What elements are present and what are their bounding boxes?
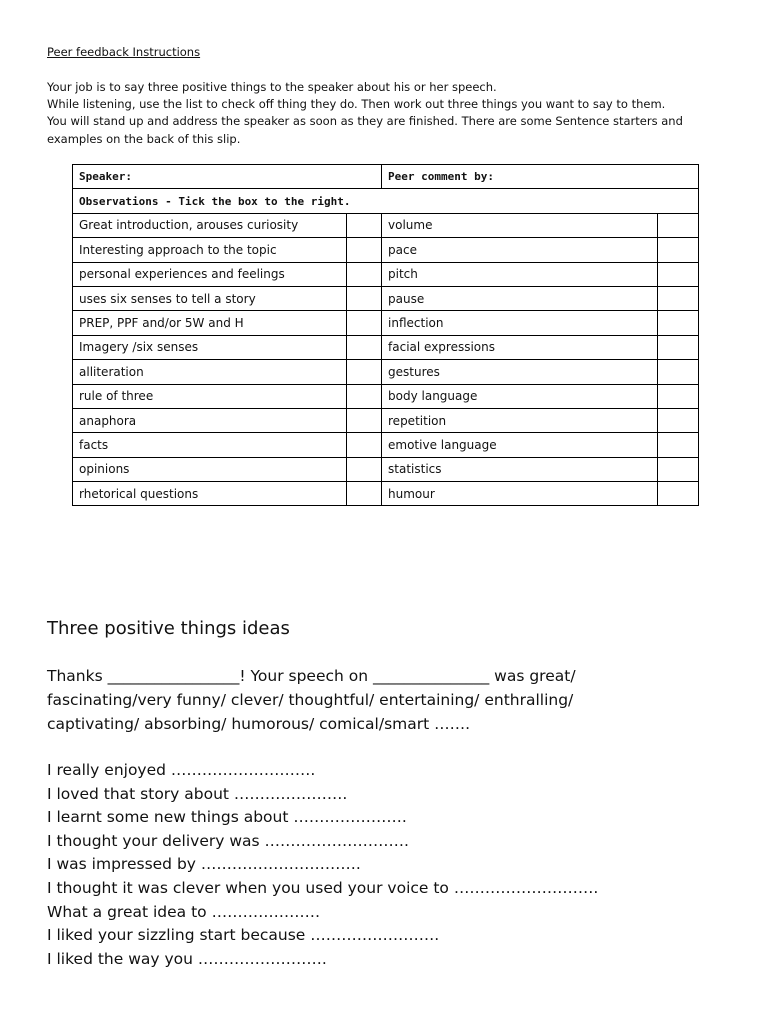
instructions (47, 79, 727, 148)
tick-box[interactable] (347, 238, 382, 262)
tick-box[interactable] (658, 482, 699, 506)
delivery-item: emotive language (382, 433, 658, 457)
tick-box[interactable] (658, 286, 699, 310)
observation-item: uses six senses to tell a story (73, 286, 347, 310)
table-row (73, 286, 699, 310)
observation-item: rule of three (73, 384, 347, 408)
instruction-line: You will stand up and address the speaker as soon as they are finished. There are some Sentence starters and examples on the back of this slip. (47, 114, 683, 146)
tick-box[interactable] (658, 408, 699, 432)
instruction-line: Your job is to say three positive things to the speaker about his or her speech. (47, 80, 497, 94)
tick-box[interactable] (347, 482, 382, 506)
observation-table (72, 164, 699, 506)
tick-box[interactable] (658, 384, 699, 408)
observation-item: Imagery /six senses (73, 335, 347, 359)
observations-row (73, 189, 699, 213)
table-row (73, 482, 699, 506)
tick-box[interactable] (347, 335, 382, 359)
table-row (73, 213, 699, 237)
delivery-item: pause (382, 286, 658, 310)
tick-box[interactable] (347, 457, 382, 481)
delivery-item: body language (382, 384, 658, 408)
delivery-item: gestures (382, 360, 658, 384)
tick-box[interactable] (658, 360, 699, 384)
tick-box[interactable] (347, 311, 382, 335)
table-row (73, 433, 699, 457)
tick-box[interactable] (658, 433, 699, 457)
table-row (73, 238, 699, 262)
tick-box[interactable] (347, 408, 382, 432)
delivery-item: repetition (382, 408, 658, 432)
observation-item: Great introduction, arouses curiosity (73, 213, 347, 237)
thanks-line: captivating/ absorbing/ humorous/ comical/smart ……. (47, 715, 471, 733)
table-row (73, 311, 699, 335)
tick-box[interactable] (658, 262, 699, 286)
tick-box[interactable] (658, 238, 699, 262)
starter-line: I thought it was clever when you used your voice to ………………………. (47, 878, 599, 897)
starter-line: I was impressed by …………………………. (47, 855, 361, 874)
page-title: Peer feedback Instructions (47, 45, 201, 59)
table-row (73, 360, 699, 384)
delivery-item: inflection (382, 311, 658, 335)
delivery-item: volume (382, 213, 658, 237)
observation-item: PREP, PPF and/or 5W and H (73, 311, 347, 335)
tick-box[interactable] (658, 457, 699, 481)
tick-box[interactable] (347, 433, 382, 457)
observation-item: opinions (73, 457, 347, 481)
table-row (73, 262, 699, 286)
observation-item: anaphora (73, 408, 347, 432)
delivery-item: statistics (382, 457, 658, 481)
instruction-line: While listening, use the list to check off thing they do. Then work out three things you want to say to them. (47, 97, 666, 112)
tick-box[interactable] (347, 384, 382, 408)
starter-line: I learnt some new things about …………………. (47, 808, 407, 827)
delivery-item: pitch (382, 262, 658, 286)
tick-box[interactable] (347, 360, 382, 384)
thanks-paragraph (47, 664, 747, 736)
tick-box[interactable] (658, 335, 699, 359)
starter-line: What a great idea to ………………… (47, 902, 321, 921)
thanks-line: Thanks _________________! Your speech on _______________ was great/ (47, 667, 576, 685)
speaker-label: Speaker: (73, 165, 382, 189)
observation-item: personal experiences and feelings (73, 262, 347, 286)
observation-item: facts (73, 433, 347, 457)
thanks-line: fascinating/very funny/ clever/ thoughtful/ entertaining/ enthralling/ (47, 691, 574, 709)
starter-line: I liked your sizzling start because ……………………. (47, 926, 440, 945)
starter-line: I thought your delivery was ………………………. (47, 831, 409, 850)
table-row (73, 457, 699, 481)
tick-box[interactable] (347, 213, 382, 237)
observation-item: rhetorical questions (73, 482, 347, 506)
tick-box[interactable] (347, 286, 382, 310)
table-header-row (73, 165, 699, 189)
delivery-item: humour (382, 482, 658, 506)
table-row (73, 384, 699, 408)
observation-item: Interesting approach to the topic (73, 238, 347, 262)
observations-label: Observations - Tick the box to the right. (73, 189, 699, 213)
sentence-starters (47, 759, 598, 971)
delivery-item: pace (382, 238, 658, 262)
table-row (73, 335, 699, 359)
starter-line: I liked the way you ……………………. (47, 949, 327, 968)
tick-box[interactable] (658, 311, 699, 335)
table-row (73, 408, 699, 432)
starter-line: I really enjoyed ………………………. (47, 761, 316, 779)
delivery-item: facial expressions (382, 335, 658, 359)
tick-box[interactable] (347, 262, 382, 286)
peer-comment-label: Peer comment by: (382, 165, 699, 189)
observation-item: alliteration (73, 360, 347, 384)
starter-line: I loved that story about …………………. (47, 784, 348, 803)
section-title: Three positive things ideas (47, 618, 290, 639)
tick-box[interactable] (658, 213, 699, 237)
